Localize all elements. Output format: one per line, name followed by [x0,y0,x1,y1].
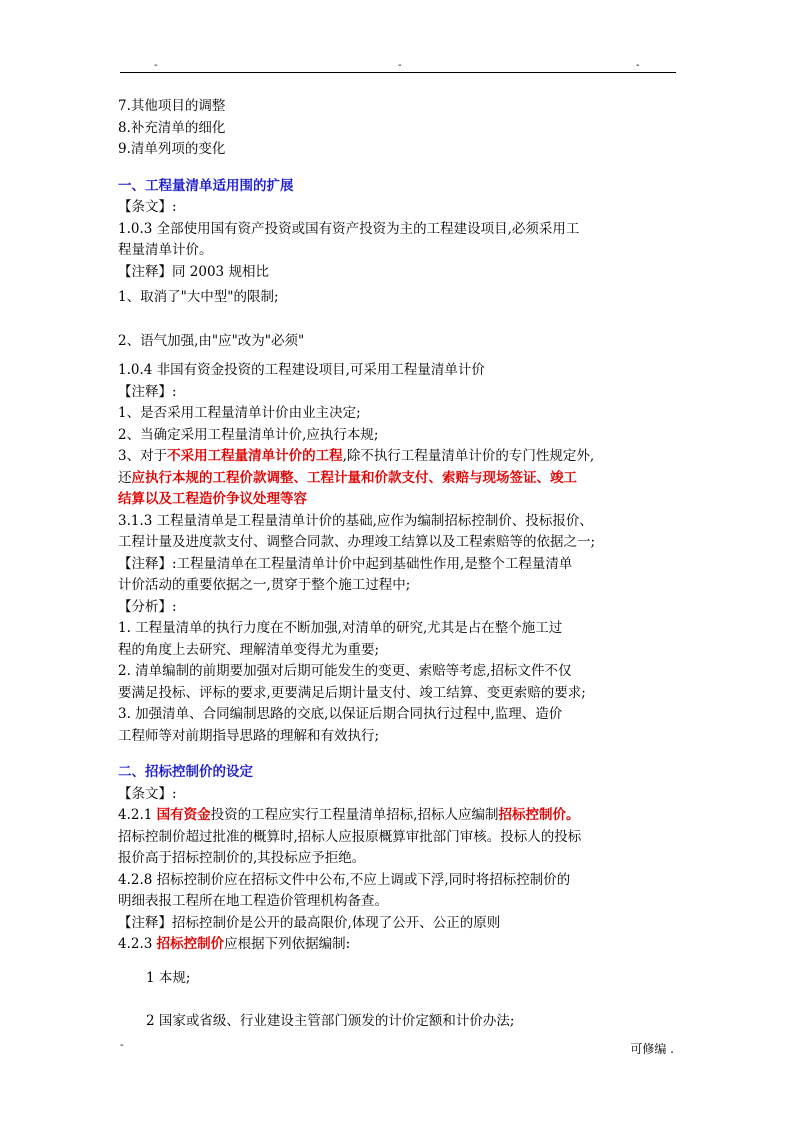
emphasis-text: 结算以及工程造价争议处理等容 [118,491,307,507]
list-item: 1 本规; [146,969,191,986]
emphasis-text: 不采用工程量清单计价的工程 [167,448,343,464]
list-item: 7.其他项目的调整 [118,98,226,114]
text-run: 应根据下列依据编制: [224,936,351,952]
page-header [120,60,676,73]
section-heading-1: 一、工程量清单适用围的扩展 [118,177,294,194]
text-run: 4.2.1 [118,807,157,823]
clause-label: 【条文】: [118,785,177,802]
paragraph-line: 计价活动的重要依据之一,贯穿于整个施工过程中; [118,577,411,593]
list-item: 2 国家或省级、行业建设主管部门颁发的计价定额和计价办法; [146,1013,515,1029]
emphasis-text: 招标控制价。 [498,807,580,823]
list-item: 9.清单列项的变化 [118,141,226,157]
header-mark-left: - [154,60,158,71]
header-mark-right: - [636,60,640,71]
text-run: 投资的工程应实行工程量清单招标,招标人应编制 [210,807,499,823]
emphasis-text: 招标控制价 [156,936,225,952]
note-label: 【注释】: [118,383,177,400]
document-body [118,96,678,1033]
text-run: 4.2.3 [118,936,157,952]
paragraph-line [118,468,678,490]
list-item: 2、当确定采用工程量清单计价,应执行本规; [118,426,379,443]
list-item: 1、取消了"大中型"的限制; [118,289,279,305]
list-item: 2、语气加强,由"应"改为"必须" [118,332,305,349]
clause-label: 【条文】: [118,199,177,215]
paragraph-line: 3. 加强清单、合同编制思路的交底,以保证后期合同执行过程中,监理、造价 [118,706,563,722]
paragraph-line: 工程师等对前期指导思路的理解和有效执行; [118,727,380,744]
paragraph-line [118,446,678,468]
header-mark-center: - [398,60,402,71]
paragraph-line: 1.0.4 非国有资金投资的工程建设项目,可采用工程量清单计价 [118,362,485,378]
footer-editable-label: 可修编 . [630,1042,674,1056]
footer-mark: - [120,1040,124,1051]
note-label: 【注释】同 2003 规相比 [118,263,269,280]
paragraph-line [118,934,678,956]
paragraph-line: 1. 工程量清单的执行力度在不断加强,对清单的研究,尤其是占在整个施工过 [118,620,563,636]
paragraph-line: 1.0.3 全部使用国有资产投资或国有资产投资为主的工程建设项目,必须采用工 [118,220,580,237]
list-item: 8.补充清单的细化 [118,119,226,136]
paragraph-line: 报价高于招标控制价的,其投标应予拒绝。 [118,850,366,866]
paragraph-line: 要满足投标、评标的要求,更要满足后期计量支付、竣工结算、变更索赔的要求; [118,684,586,701]
emphasis-text: 国有资金 [156,807,211,823]
paragraph-line: 【注释】:工程量清单在工程量清单计价中起到基础性作用,是整个工程量清单 [118,555,573,572]
paragraph-line [118,805,678,827]
text-run: 还 [118,469,132,486]
list-item: 1、是否采用工程量清单计价由业主决定; [118,405,361,421]
note-label: 【注释】招标控制价是公开的最高限价,体现了公开、公正的原则 [118,914,501,931]
paragraph-line: 明细表报工程所在地工程造价管理机构备查。 [118,893,388,909]
paragraph-line: 3.1.3 工程量清单是工程量清单计价的基础,应作为编制招标控制价、投标报价、 [118,512,593,529]
emphasis-text: 应执行本规的工程价款调整、工程计量和价款支付、索赔与现场签证、竣工 [131,469,577,486]
paragraph-line: 2. 清单编制的前期要加强对后期可能发生的变更、索赔等考虑,招标文件不仅 [118,663,572,679]
analysis-label: 【分析】: [118,598,177,615]
paragraph-line: 工程计量及进度款支付、调整合同款、办理竣工结算以及工程索赔等的依据之一; [118,534,596,550]
paragraph-line: 4.2.8 招标控制价应在招标文件中公布,不应上调或下浮,同时将招标控制价的 [118,871,571,888]
paragraph-line: 程量清单计价。 [118,242,213,258]
text-run: 3、对于 [118,448,168,464]
paragraph-line: 程的角度上去研究、理解清单变得尤为重要; [118,641,380,658]
section-heading-2: 二、招标控制价的设定 [118,764,253,780]
paragraph-line: 招标控制价超过批准的概算时,招标人应报原概算审批部门审核。投标人的投标 [118,828,582,845]
text-run: ,除不执行工程量清单计价的专门性规定外, [342,448,595,464]
